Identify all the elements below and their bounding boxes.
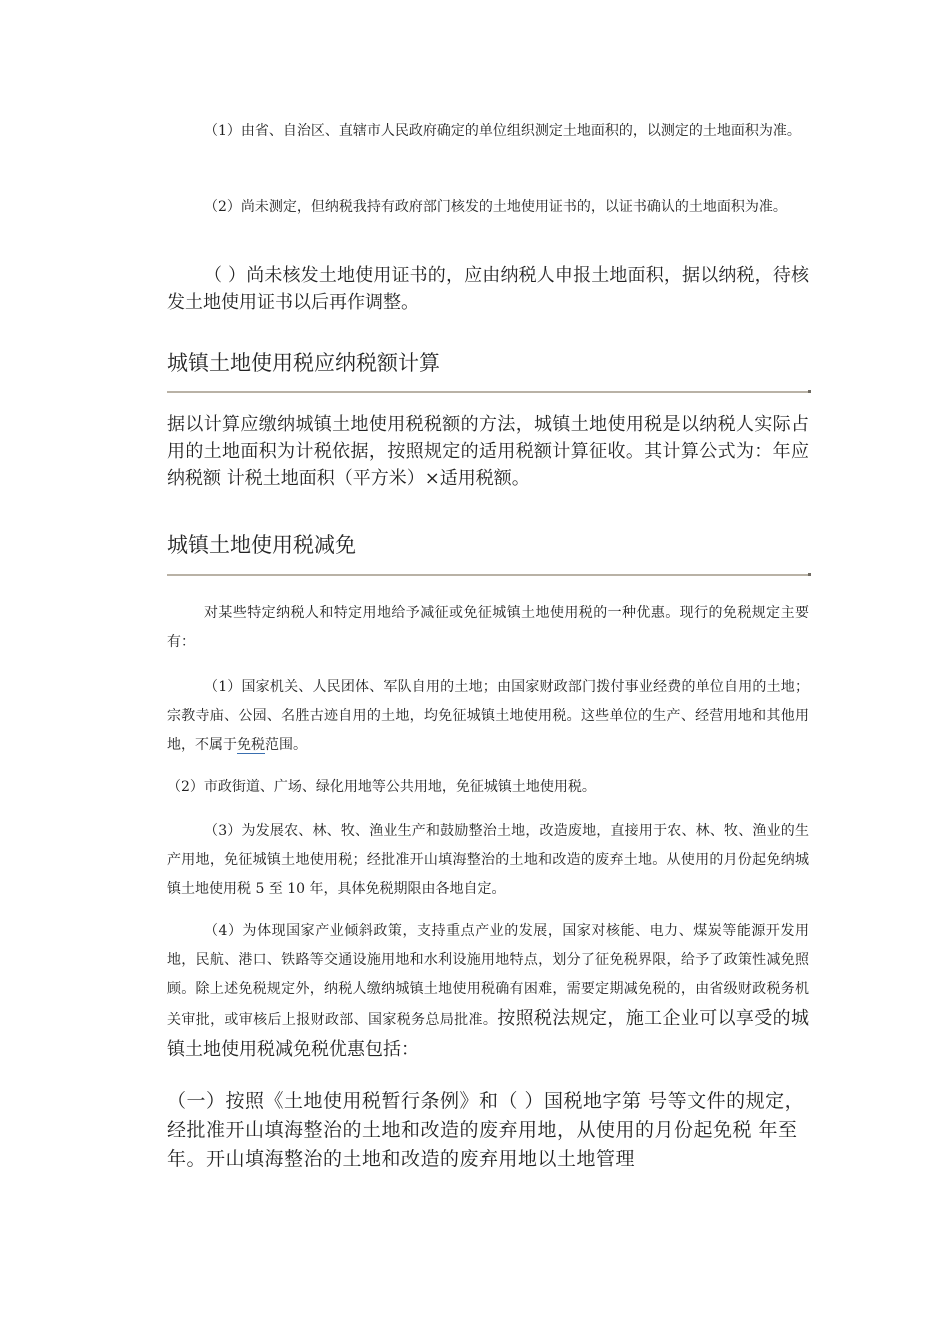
section-divider	[167, 391, 809, 393]
tax-exemption-link[interactable]: 免税	[237, 737, 265, 753]
paragraph-certificate-area: （2）尚未测定，但纳税我持有政府部门核发的土地使用证书的，以证书确认的土地面积为准。	[204, 199, 787, 215]
list-item-relief-2: （2）市政街道、广场、绿化用地等公共用地，免征城镇土地使用税。	[167, 779, 596, 795]
paragraph-declared-area: （ ）尚未核发土地使用证书的，应由纳税人申报土地面积，据以纳税，待核发土地使用证书以后再作调整。	[167, 265, 809, 313]
paragraph-tax-formula: 据以计算应缴纳城镇土地使用税税额的方法，城镇土地使用税是以纳税人实际占用的土地面积为计税依据，按照规定的适用税额计算征收。其计算公式为：年应纳税额 计税土地面积（平方米）×适用税额。	[167, 414, 809, 489]
section-heading-tax-calculation: 城镇土地使用税应纳税额计算	[167, 351, 440, 375]
section-divider	[167, 574, 809, 576]
paragraph-construction-relief: （一）按照《土地使用税暂行条例》和（ ）国税地字第 号等文件的规定，经批准开山填海整治的土地和改造的废弃用地，从使用的月份起免税 年至 年。开山填海整治的土地和改造的废弃用地以土地管理	[167, 1090, 805, 1170]
list-item-text: （1）国家机关、人民团体、军队自用的土地；由国家财政部门拨付事业经费的单位自用的土地；宗教寺庙、公园、名胜古迹自用的土地，均免征城镇土地使用税。这些单位的生产、经营用地和其他用地，不属于	[167, 679, 809, 753]
paragraph-measured-area: （1）由省、自治区、直辖市人民政府确定的单位组织测定土地面积的，以测定的土地面积为准。	[204, 123, 801, 139]
list-item-relief-1	[167, 673, 809, 760]
list-item-relief-4	[167, 917, 809, 1066]
section-heading-tax-relief: 城镇土地使用税减免	[167, 533, 356, 557]
list-item-text: 范围。	[265, 737, 307, 753]
paragraph-relief-intro: 对某些特定纳税人和特定用地给予减征或免征城镇土地使用税的一种优惠。现行的免税规定主要有：	[167, 605, 809, 650]
list-item-relief-3: （3）为发展农、林、牧、渔业生产和鼓励整治土地，改造废地，直接用于农、林、牧、渔业的生产用地，免征城镇土地使用税；经批准开山填海整治的土地和改造的废弃土地。从使用的月份起免纳城镇土地使用税 5 至 10 年，具体免税期限由各地自定。	[167, 823, 809, 897]
list-item-text: （4）为体现国家产业倾斜政策，支持重点产业的发展，国家对核能、电力、煤炭等能源开发用地，民航、港口、铁路等交通设施用地和水利设施用地特点，划分了征免税界限，给予了政策性减免照顾。除上述免税规定外，纳税人缴纳城镇土地使用税确有困难，需要定期减免税的，由省级财政税务机关审批，或审核后上报财政部、国家税务总局批准。	[167, 923, 809, 1028]
list-item-text-large: 按照税法规定，施工企业可以享受的城镇土地使用税减免税优惠包括：	[167, 1008, 810, 1060]
